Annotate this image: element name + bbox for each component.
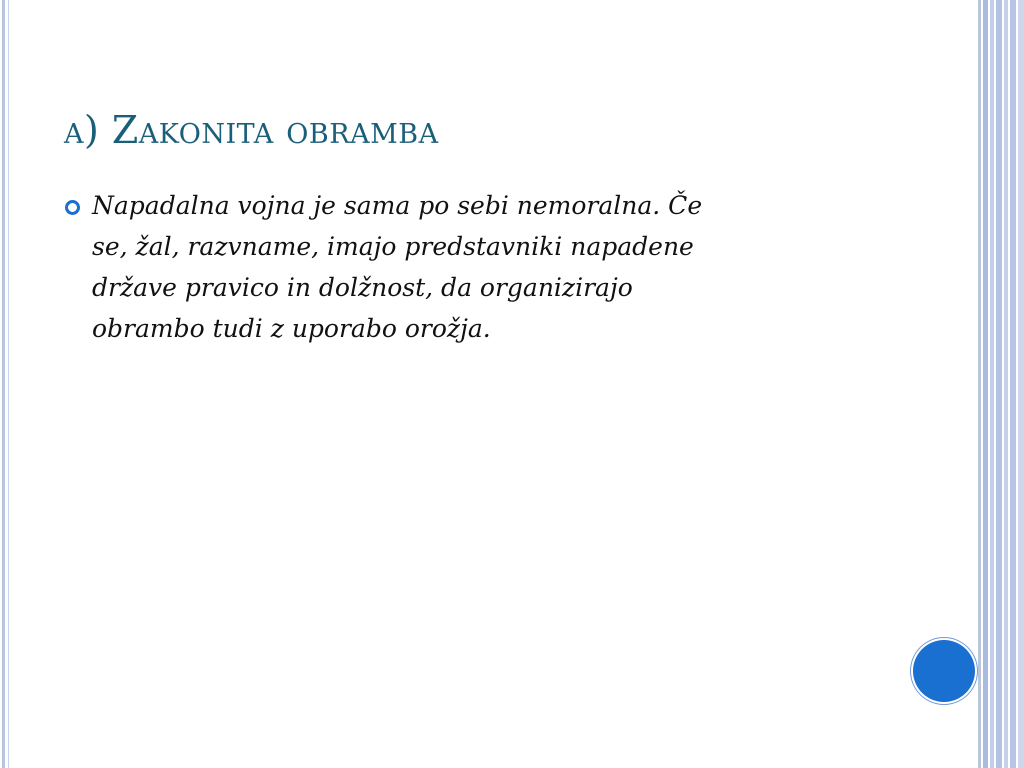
bullet-line: obrambo tudi z uporabo orožja.	[92, 314, 491, 343]
bullet-item	[62, 185, 862, 349]
bullet-text	[92, 185, 862, 349]
left-border-line	[2, 0, 5, 768]
left-border-line-inner	[8, 0, 9, 768]
right-border-stripe	[983, 0, 988, 768]
bullet-line: Napadalna vojna je sama po sebi nemoralna. Če	[92, 191, 703, 220]
right-border-stripe	[1018, 0, 1024, 768]
right-border-stripe	[978, 0, 981, 768]
right-border-stripe	[990, 0, 994, 768]
bullet-ring-icon	[65, 200, 80, 215]
slide-content	[62, 185, 862, 349]
decorative-circle	[913, 640, 975, 702]
right-border-stripe	[996, 0, 1002, 768]
right-border-stripe	[1004, 0, 1008, 768]
bullet-line: države pravico in dolžnost, da organizirajo	[92, 273, 633, 302]
bullet-line: se, žal, razvname, imajo predstavniki napadene	[92, 232, 694, 261]
slide-title: a) Zakonita obramba	[64, 108, 439, 152]
right-border-stripe	[1010, 0, 1016, 768]
